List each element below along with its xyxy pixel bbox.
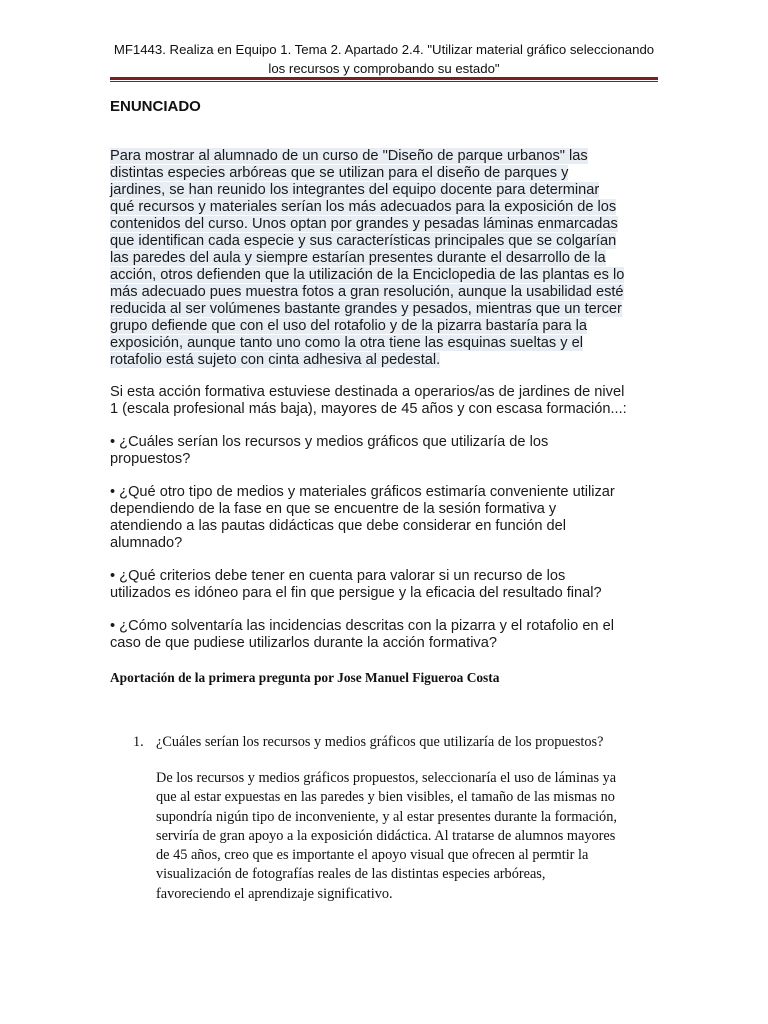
answer-line: favoreciendo el aprendizaje significativo. xyxy=(156,885,393,902)
answer-body xyxy=(156,769,658,904)
intro-line: exposición, aunque tanto uno como la otra tiene las esquinas sueltas y el xyxy=(110,335,583,351)
answer-line: supondría nigún tipo de inconveniente, y al estar presentes durante la formación, xyxy=(156,808,617,825)
answer-line: De los recursos y medios gráficos propuestos, seleccionaría el uso de láminas ya xyxy=(156,770,617,786)
question-line: atendiendo a las pautas didácticas que debe considerar en función del xyxy=(110,518,566,534)
question-4 xyxy=(110,618,658,652)
statement-body xyxy=(110,148,658,652)
question-line: • ¿Cómo solventaría las incidencias descritas con la pizarra y el rotafolio en el xyxy=(110,618,614,634)
intro-line: qué recursos y materiales serían los más adecuados para la exposición de los xyxy=(110,199,617,215)
intro-line: más adecuado pues muestra fotos a gran resolución, aunque la usabilidad esté xyxy=(110,284,624,300)
context-line: Si esta acción formativa estuviese destinada a operarios/as de jardines de nivel xyxy=(110,384,625,400)
intro-line: distintas especies arbóreas que se utilizan para el diseño de parques y xyxy=(110,165,569,181)
intro-paragraph xyxy=(110,148,658,369)
intro-line: acción, otros defienden que la utilización de la Enciclopedia de las plantas es lo xyxy=(110,267,625,283)
question-1 xyxy=(110,434,658,468)
answer-line: visualización de fotografías reales de las distintas especies arbóreas, xyxy=(156,866,546,883)
question-line: utilizados es idóneo para el fin que persigue y la eficacia del resultado final? xyxy=(110,585,602,601)
question-2 xyxy=(110,484,658,552)
context-line: 1 (escala profesional más baja), mayores de 45 años y con escasa formación...: xyxy=(110,401,627,417)
answer-section xyxy=(110,733,658,904)
intro-line: rotafolio está sujeto con cinta adhesiva al pedestal. xyxy=(110,352,441,368)
question-3 xyxy=(110,568,658,602)
answer-line: serviría de gran apoyo a la exposición didáctica. Al tratarse de alumnos mayores xyxy=(156,827,616,844)
contribution-title: Aportación de la primera pregunta por Jose Manuel Figueroa Costa xyxy=(110,670,500,685)
list-number: 1. xyxy=(133,734,144,750)
question-line: • ¿Qué criterios debe tener en cuenta para valorar si un recurso de los xyxy=(110,568,566,584)
intro-line: jardines, se han reunido los integrantes del equipo docente para determinar xyxy=(110,182,600,198)
answer-question: ¿Cuáles serían los recursos y medios gráficos que utilizaría de los propuestos? xyxy=(156,734,604,750)
answer-line: que al estar expuestas en las paredes y bien visibles, el tamaño de las mismas no xyxy=(156,789,615,806)
intro-line: que identifican cada especie y sus características principales que se colgarían xyxy=(110,233,617,249)
answer-question-row xyxy=(110,733,658,752)
intro-line: Para mostrar al alumnado de un curso de "Diseño de parque urbanos" las xyxy=(110,148,588,164)
header-line-1: MF1443. Realiza en Equipo 1. Tema 2. Apartado 2.4. "Utilizar material gráfico seleccionando xyxy=(113,42,655,57)
intro-line: reducida al ser volúmenes bastante grandes y pesados, mientras que un tercer xyxy=(110,301,622,317)
document-header xyxy=(110,40,658,78)
question-line: dependiendo de la fase en que se encuentre de la sesión formativa y xyxy=(110,501,557,517)
intro-line: grupo defiende que con el uso del rotafolio y de la pizarra bastaría para la xyxy=(110,318,588,334)
question-line: • ¿Qué otro tipo de medios y materiales gráficos estimaría conveniente utilizar xyxy=(110,484,615,500)
intro-line: las paredes del aula y siempre estarían presentes durante el desarrollo de la xyxy=(110,250,606,266)
intro-line: contenidos del curso. Unos optan por grandes y pesadas láminas enmarcadas xyxy=(110,216,618,232)
question-line: alumnado? xyxy=(110,535,183,551)
question-line: • ¿Cuáles serían los recursos y medios gráficos que utilizaría de los xyxy=(110,434,549,450)
question-line: caso de que pudiese utilizarlos durante la acción formativa? xyxy=(110,635,497,651)
section-heading: ENUNCIADO xyxy=(110,98,201,115)
context-paragraph xyxy=(110,384,658,418)
header-line-2: los recursos y comprobando su estado" xyxy=(268,61,500,76)
answer-line: de 45 años, creo que es importante el apoyo visual que ofrecen al permtir la xyxy=(156,847,589,864)
question-line: propuestos? xyxy=(110,451,191,467)
header-rule xyxy=(110,77,658,82)
